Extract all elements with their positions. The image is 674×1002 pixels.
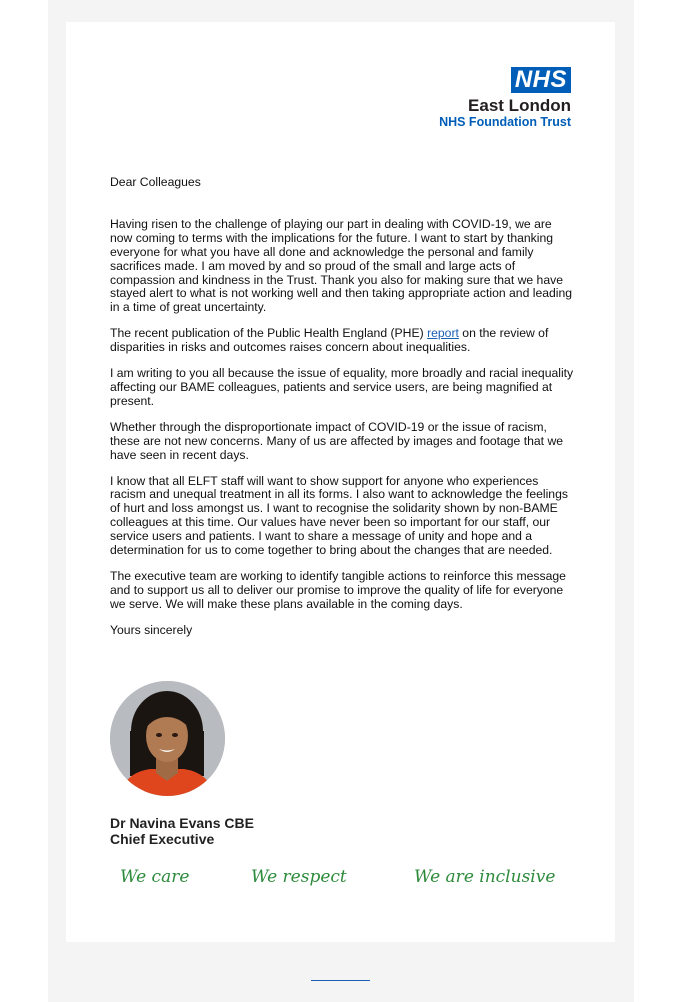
paragraph-6: The executive team are working to identify tangible actions to reinforce this message and to support us all to deliver our promise to improve the quality of life for everyone we serve. We will make these plans available in the coming days.	[110, 568, 566, 611]
letter-body	[110, 176, 575, 650]
value-we-are-inclusive: We are inclusive	[414, 867, 556, 887]
greeting: Dear Colleagues	[110, 175, 201, 189]
value-we-respect: We respect	[251, 867, 347, 887]
nhs-badge: NHS	[511, 67, 571, 93]
paragraph-3: I am writing to you all because the issue of equality, more broadly and racial inequality affecting our BAME colleagues, patients and service users, are being magnified at present.	[110, 366, 574, 408]
value-we-care: We care	[120, 867, 190, 887]
closing: Yours sincerely	[110, 622, 193, 637]
report-link[interactable]: report	[427, 326, 459, 341]
paragraph-1: Having risen to the challenge of playing our part in dealing with COVID-19, we are now coming to terms with the implications for the future. I want to start by thanking everyone for what you have all done and acknowledge the personal and family sacrifices made. I am moved by and so proud of the small and large acts of compassion and kindness in the Trust. Thank you also for making sure that we have stayed alert to what is not working well and then taking appropriate action and leading in a time of great uncertainty.	[110, 216, 573, 315]
org-subtitle: NHS Foundation Trust	[439, 115, 571, 129]
paragraph-5: I know that all ELFT staff will want to show support for anyone who experiences racism and unequal treatment in all its forms. I also want to acknowledge the feelings of hurt and loss amongst us. I want to recognise the solidarity shown by non-BAME colleagues at this time. Our values have never been so important for our staff, our service users and patients. I want to share a message of unity and hope and a determination for us to come together to bring about the changes that are needed.	[110, 473, 568, 558]
paragraph-2	[110, 327, 575, 355]
paragraph-4: Whether through the disproportionate impact of COVID-19 or the issue of racism, these are not new concerns. Many of us are affected by images and footage that we have seen in recent days.	[110, 419, 564, 462]
signature-block	[110, 816, 254, 847]
paragraph-2-text-start: The recent publication of the Public Health England (PHE)	[110, 326, 428, 341]
trust-values	[120, 867, 590, 891]
paragraph-2-text-end: on the review of disparities in risks and outcomes raises concern about inequalities.	[110, 326, 549, 355]
portrait-image	[110, 681, 225, 796]
signatory-name: Dr Navina Evans CBE	[110, 815, 254, 831]
author-photo	[110, 681, 225, 796]
org-name: East London	[468, 96, 571, 115]
signatory-title: Chief Executive	[110, 830, 215, 847]
letter-page	[66, 22, 615, 942]
footer-link-underline[interactable]	[311, 980, 370, 981]
nhs-logo	[439, 67, 571, 129]
